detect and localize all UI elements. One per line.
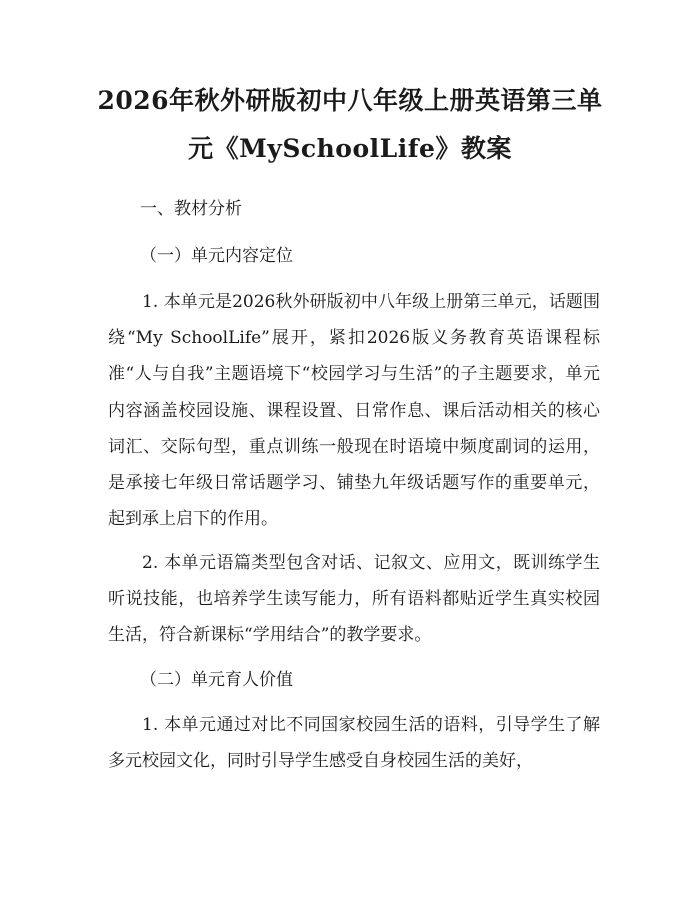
subsection-heading-educational-value: （二）单元育人价值 [140, 670, 293, 690]
paragraph-educational-value-1: 1. 本单元通过对比不同国家校园生活的语料，引导学生了解多元校园文化，同时引导学生感受自身校园生活的美好， [108, 715, 600, 772]
paragraph-unit-content-2: 2. 本单元语篇类型包含对话、记叙文、应用文，既训练学生听说技能，也培养学生读写能力，所有语料都贴近学生真实校园生活，符合新课标“学用结合”的教学要求。 [108, 553, 600, 646]
paragraph-unit-content-1: 1. 本单元是2026秋外研版初中八年级上册第三单元，话题围绕“My SchoolLife”展开，紧扣2026版义务教育英语课程标准“人与自我”主题语境下“校园学习与生活”的子主题要求，单元内容涵盖校园设施、课程设置、日常作息、课后活动相关的核心词汇、交际句型，重点训练一般现在时语境中频度副词的运用，是承接七年级日常话题学习、铺垫九年级话题写作的重要单元，起到承上启下的作用。 [108, 292, 600, 530]
document-title-line-2: 元《MySchoolLife》教案 [188, 134, 512, 163]
document-title-line-1: 2026年秋外研版初中八年级上册英语第三单 [97, 86, 603, 115]
subsection-heading-unit-content: （一）单元内容定位 [140, 246, 293, 266]
section-heading-teaching-material-analysis: 一、教材分析 [140, 199, 242, 219]
